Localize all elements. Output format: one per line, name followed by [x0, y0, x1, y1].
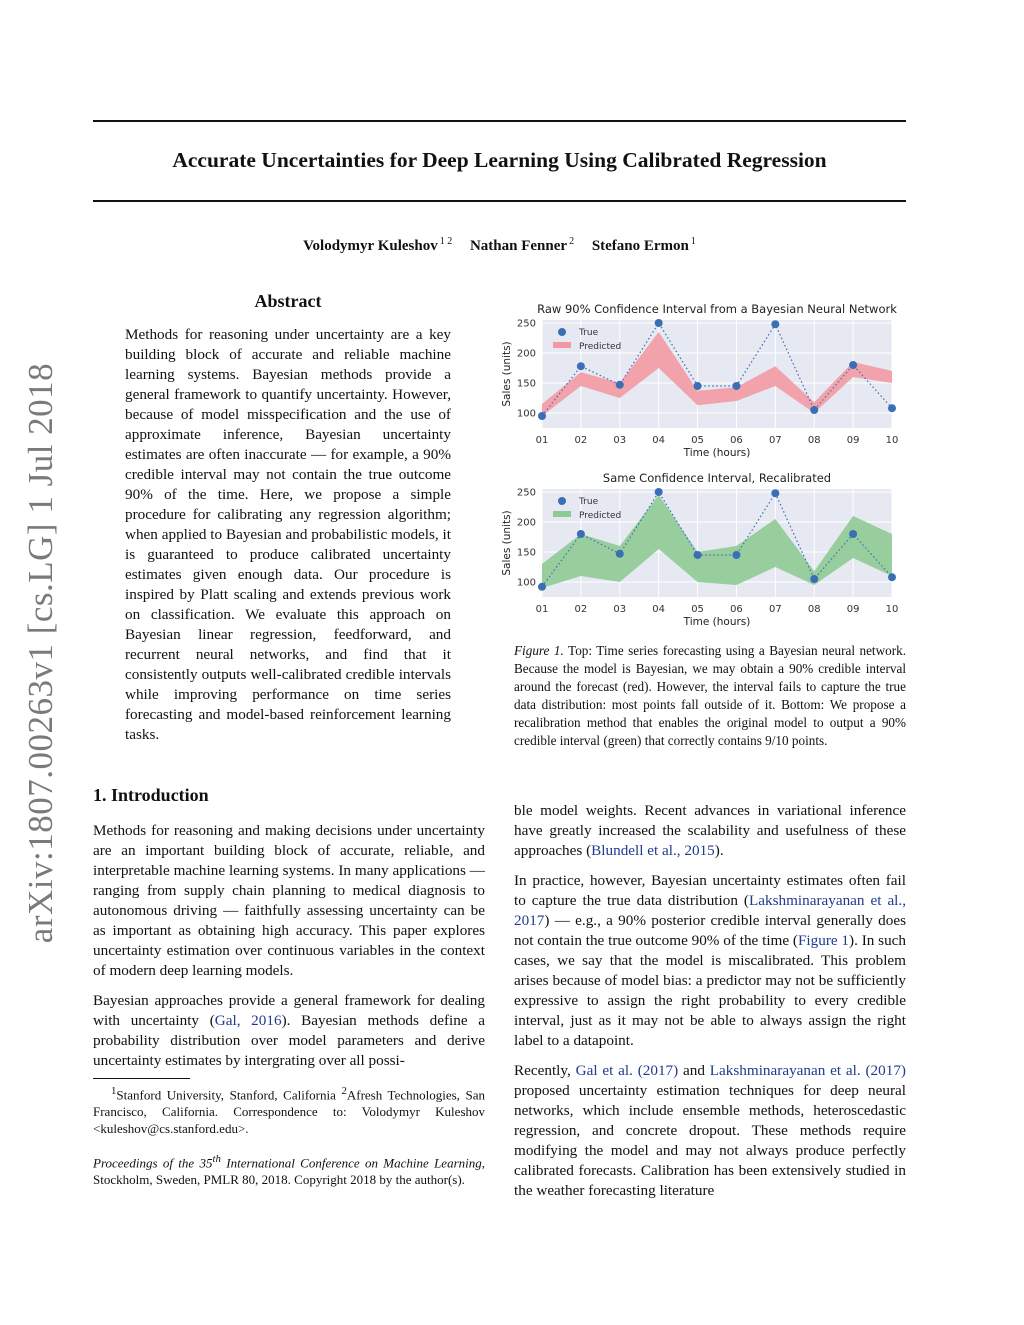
paragraph-text	[514, 801, 906, 861]
text-run: ble model weights. Recent advances in variational inference have greatly increased the scalability and usefulness of these approaches (	[514, 802, 906, 859]
true-data-point	[849, 361, 857, 369]
intro-paragraph	[514, 1061, 906, 1201]
y-tick-label: 250	[516, 318, 536, 330]
true-data-point	[616, 550, 624, 558]
author-affiliation: 2	[569, 236, 575, 247]
text-run: ). In such cases, we say that the model is miscalibrated. This problem arises because of model bias: a predictor may not be sufficiently expressive to assign the right probability to every credible interval, just as it may not be able to always assign the right label to a datapoint.	[514, 932, 906, 1049]
figure-caption	[514, 642, 906, 750]
title-bottom-rule	[93, 200, 906, 202]
x-axis-label: Time (hours)	[683, 616, 751, 628]
paragraph-text	[93, 991, 485, 1071]
text-run: and	[678, 1062, 710, 1079]
x-tick-label: 07	[768, 435, 782, 446]
paragraph-text: Methods for reasoning and making decisions under uncertainty are an important building block of accurate, reliable, and interpretable machine learning systems. In many applications — ranging from supply chain planning to medical diagnosis to autonomous driving — faithfully assessing uncertainty can be as important as obtaining high accuracy. This paper explores uncertainty estimation over continuous variables in the context of modern deep learning models.	[93, 822, 485, 979]
y-axis-label: Sales (units)	[501, 341, 513, 407]
legend-predicted-swatch	[553, 511, 571, 517]
true-data-point	[694, 382, 702, 390]
legend-predicted-swatch	[553, 342, 571, 348]
legend-true-marker	[558, 497, 566, 505]
author-affiliation: 1	[690, 236, 696, 247]
section-heading: 1. Introduction	[93, 785, 209, 805]
true-data-point	[655, 488, 663, 496]
y-tick-label: 150	[516, 378, 536, 390]
true-data-point	[655, 319, 663, 327]
true-data-point	[732, 382, 740, 390]
citation-link[interactable]: Gal, 2016	[214, 1012, 282, 1029]
true-data-point	[538, 412, 546, 420]
caption-text: Top: Time series forecasting using a Bayesian neural network. Because the model is Bayesian, we may obtain a 90% credible interval around the forecast (red). However, the interval fails to capture the true data distribution: most points fall outside of it. Bottom: We propose a recalibration method that enables the original model to output a 90% credible interval (green) that correctly contains 9/10 points.	[514, 643, 906, 748]
y-tick-label: 250	[516, 487, 536, 499]
x-tick-label: 03	[613, 604, 627, 615]
text-run: Stanford University, Stanford, California	[116, 1087, 342, 1103]
true-data-point	[810, 406, 818, 414]
author-name: Stefano Ermon	[591, 238, 689, 254]
text-run: Proceedings of the	[93, 1155, 200, 1171]
text-run: Bayesian approaches provide a general framework for dealing with uncertainty (	[93, 992, 485, 1029]
legend-true-marker	[558, 328, 566, 336]
x-tick-label: 03	[613, 435, 627, 446]
y-tick-label: 100	[516, 408, 536, 420]
footnote-marker: 1	[111, 1085, 117, 1097]
text-run: ). Bayesian methods define a probability distribution over model parameters and derive uncertainty estimates by intergrating over all possi-	[93, 1012, 485, 1069]
abstract-text: Methods for reasoning under uncertainty are a key building block of accurate and reliable machine learning systems. Bayesian methods provide a general framework to quantify uncertainty. However, because of model misspecification and the use of approximate inference, Bayesian uncertainty estimates are often inaccurate — for example, a 90% credible interval may not contain the true outcome 90% of the time. Here, we propose a simple procedure for calibrating any regression algorithm; when applied to Bayesian and probabilistic models, it is guaranteed to produce calibrated uncertainty estimates given enough data. Our procedure is inspired by Platt scaling and extends previous work on classification. We evaluate this approach on Bayesian linear regression, feedforward, and recurrent neural networks, and find that it consistently outputs well-calibrated credible intervals while improving performance on time series forecasting and model-based reinforcement learning tasks.	[125, 326, 451, 743]
intro-paragraph	[514, 871, 906, 1051]
author-affiliation: 1 2	[439, 236, 453, 247]
text-run: Afresh Technologies, San Francisco, California. Correspondence to: Volodymyr Kuleshov <kuleshov@cs.stanford.edu>.	[93, 1087, 485, 1137]
y-axis-label: Sales (units)	[501, 510, 513, 576]
true-data-point	[694, 551, 702, 559]
x-tick-label: 01	[535, 435, 549, 446]
legend-predicted-label: Predicted	[579, 511, 622, 521]
x-tick-label: 08	[807, 435, 821, 446]
true-data-point	[577, 362, 585, 370]
x-tick-label: 08	[807, 604, 821, 615]
y-tick-label: 100	[516, 577, 536, 589]
true-data-point	[771, 320, 779, 328]
x-tick-label: 02	[574, 604, 588, 615]
text-run: th	[212, 1153, 221, 1165]
top-rule	[93, 120, 906, 122]
text-run: ).	[714, 842, 724, 859]
text-run: , Stockholm, Sweden, PMLR 80, 2018. Copyright 2018 by the author(s).	[93, 1155, 485, 1188]
x-tick-label: 07	[768, 604, 782, 615]
y-tick-label: 200	[516, 517, 536, 529]
chart-recalibrated-interval	[497, 469, 907, 639]
x-tick-label: 04	[652, 604, 666, 615]
paragraph-text	[514, 1061, 906, 1201]
author-list	[93, 236, 906, 255]
intro-paragraph	[93, 821, 485, 981]
arxiv-stamp: arXiv:1807.00263v1 [cs.LG] 1 Jul 2018	[21, 362, 60, 944]
text-run: Recently,	[514, 1062, 576, 1079]
true-data-point	[771, 489, 779, 497]
true-data-point	[616, 381, 624, 389]
paper-title: Accurate Uncertainties for Deep Learning Using Calibrated Regression	[172, 148, 827, 172]
true-data-point	[538, 583, 546, 591]
citation-link[interactable]: Gal et al. (2017)	[575, 1062, 679, 1079]
true-data-point	[888, 573, 896, 581]
chart-raw-interval	[497, 300, 907, 470]
abstract-heading: Abstract	[254, 291, 322, 311]
chart-title: Same Confidence Interval, Recalibrated	[602, 471, 832, 485]
text-run: International Conference on Machine Learning	[220, 1155, 482, 1171]
author-name: Nathan Fenner	[469, 238, 568, 254]
x-tick-label: 10	[885, 604, 899, 615]
true-data-point	[849, 530, 857, 538]
text-run: In practice, however, Bayesian uncertainty estimates often fail to capture the true data distribution (	[514, 872, 906, 909]
y-tick-label: 200	[516, 348, 536, 360]
text-run: ) — e.g., a 90% posterior credible interval generally does not contain the true outcome 90% of the time (	[514, 912, 906, 949]
x-tick-label: 06	[730, 435, 743, 446]
x-tick-label: 09	[846, 604, 860, 615]
footnote-marker: 2	[341, 1085, 347, 1097]
x-axis-label: Time (hours)	[683, 447, 751, 459]
chart-title: Raw 90% Confidence Interval from a Bayesian Neural Network	[537, 302, 897, 316]
legend-true-label: True	[579, 328, 599, 338]
paragraph-text	[514, 871, 906, 1051]
x-tick-label: 05	[691, 435, 704, 446]
true-data-point	[732, 551, 740, 559]
author-name: Volodymyr Kuleshov	[303, 238, 438, 254]
citation-link[interactable]: Lakshminarayanan et al., 2017	[514, 892, 906, 929]
x-tick-label: 09	[846, 435, 860, 446]
affiliation-footnote	[93, 1083, 485, 1137]
x-tick-label: 05	[691, 604, 704, 615]
text-run: 35	[199, 1155, 213, 1171]
citation-link[interactable]: Blundell et al., 2015	[591, 842, 715, 859]
footnote-rule	[93, 1078, 190, 1079]
text-run: proposed uncertainty estimation techniques for deep neural networks, which include ensemble methods, heteroscedastic regression, and concrete dropout. These methods require modifying the model and may not always produce perfectly calibrated forecasts. Calibration has been extensively studied in the weather forecasting literature	[514, 1082, 906, 1199]
figure-link[interactable]: Figure 1	[797, 932, 850, 949]
x-tick-label: 10	[885, 435, 899, 446]
x-tick-label: 04	[652, 435, 666, 446]
legend-true-label: True	[579, 497, 599, 507]
figure-label: Figure 1.	[514, 643, 564, 658]
true-data-point	[810, 575, 818, 583]
x-tick-label: 02	[574, 435, 588, 446]
legend-predicted-label: Predicted	[579, 342, 622, 352]
x-tick-label: 01	[535, 604, 549, 615]
proceedings-note	[93, 1151, 485, 1188]
intro-paragraph	[93, 991, 485, 1071]
true-data-point	[888, 404, 896, 412]
intro-paragraph	[514, 801, 906, 861]
true-data-point	[577, 530, 585, 538]
y-tick-label: 150	[516, 547, 536, 559]
x-tick-label: 06	[730, 604, 743, 615]
citation-link[interactable]: Lakshminarayanan et al. (2017)	[709, 1062, 906, 1079]
